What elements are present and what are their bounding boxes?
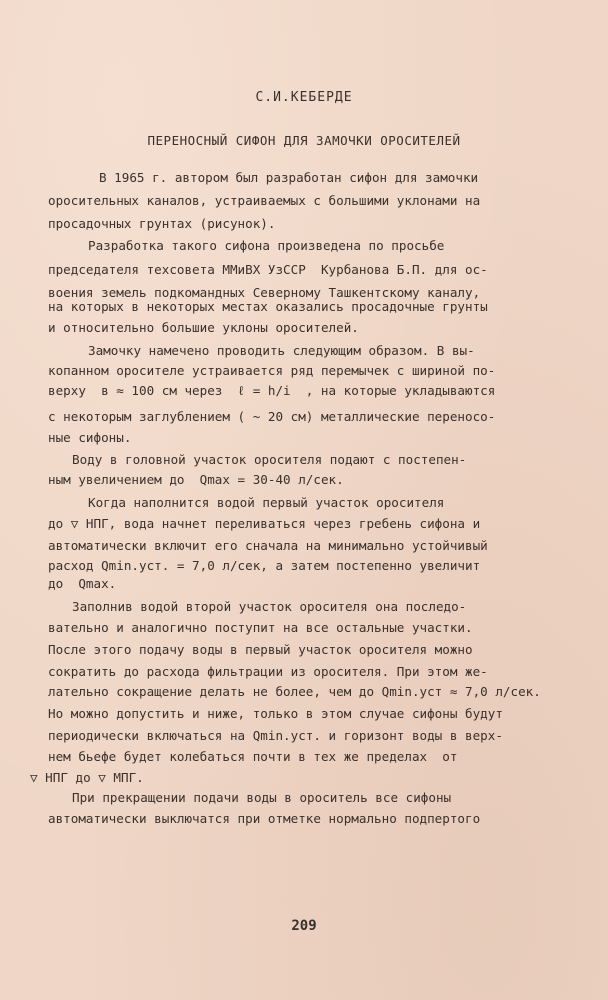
- text-line: После этого подачу воды в первый участок оросителя можно: [48, 642, 473, 657]
- text-line: ным увеличением до Qmax = 30-40 л/сек.: [48, 472, 344, 487]
- text-line: председателя техсовета ММиВХ УзССР Курбанова Б.П. для ос-: [48, 262, 488, 277]
- text-line: лательно сокращение делать не более, чем до Qmin.уст ≈ 7,0 л/сек.: [48, 684, 541, 699]
- text-line: просадочных грунтах (рисунок).: [48, 216, 276, 231]
- text-line: копанном оросителе устраивается ряд перемычек с шириной по-: [48, 363, 496, 378]
- text-line: сократить до расхода фильтрации из оросителя. При этом же-: [48, 664, 488, 679]
- text-line: воения земель подкомандных Северному Ташкентскому каналу,: [48, 285, 481, 300]
- text-line: вательно и аналогично поступит на все остальные участки.: [48, 620, 473, 635]
- text-line: периодически включаться на Qmin.уст. и горизонт воды в верх-: [48, 728, 503, 743]
- text-line: с некоторым заглублением ( ~ 20 см) металлические переносo-: [48, 409, 496, 424]
- author-name: С.И.КЕБЕРДЕ: [255, 90, 353, 105]
- text-line: нем бьефе будет колебаться почти в тех же пределах от: [48, 749, 458, 764]
- text-line: до Qmax.: [48, 576, 117, 591]
- page-number: 209: [291, 918, 317, 934]
- text-line: При прекращении подачи воды в ороситель все сифоны: [72, 790, 452, 805]
- text-line: Но можно допустить и ниже, только в этом случае сифоны будут: [48, 706, 503, 721]
- text-line: ▽ НПГ до ▽ МПГ.: [30, 770, 144, 785]
- article-title: ПЕРЕНОСНЫЙ СИФОН ДЛЯ ЗАМОЧКИ ОРОСИТЕЛЕЙ: [147, 133, 461, 148]
- text-line: Разработка такого сифона произведена по просьбе: [88, 238, 445, 253]
- text-line: верху в ≈ 100 см через ℓ = h/i , на которые укладываются: [48, 383, 496, 398]
- text-line: на которых в некоторых местах оказались просадочные грунты: [48, 299, 488, 314]
- text-line: ные сифоны.: [48, 430, 132, 445]
- text-line: оросительных каналов, устраиваемых с большими уклонами на: [48, 193, 481, 208]
- text-line: В 1965 г. автором был разработан сифон для замочки: [99, 170, 479, 185]
- text-line: автоматически выключатся при отметке нормально подпертого: [48, 811, 481, 826]
- text-line: Заполнив водой второй участок оросителя она последо-: [72, 599, 467, 614]
- text-line: Когда наполнится водой первый участок оросителя: [88, 495, 445, 510]
- text-line: Замочку намечено проводить следующим образом. В вы-: [88, 343, 475, 358]
- text-line: Воду в головной участок оросителя подают с постепен-: [72, 452, 467, 467]
- text-line: автоматически включит его сначала на минимально устойчивый: [48, 538, 488, 553]
- text-line: расход Qmin.уст. = 7,0 л/сек, а затем постепенно увеличит: [48, 558, 481, 573]
- text-line: до ▽ НПГ, вода начнет переливаться через гребень сифона и: [48, 516, 481, 531]
- text-line: и относительно большие уклоны оросителей.: [48, 320, 359, 335]
